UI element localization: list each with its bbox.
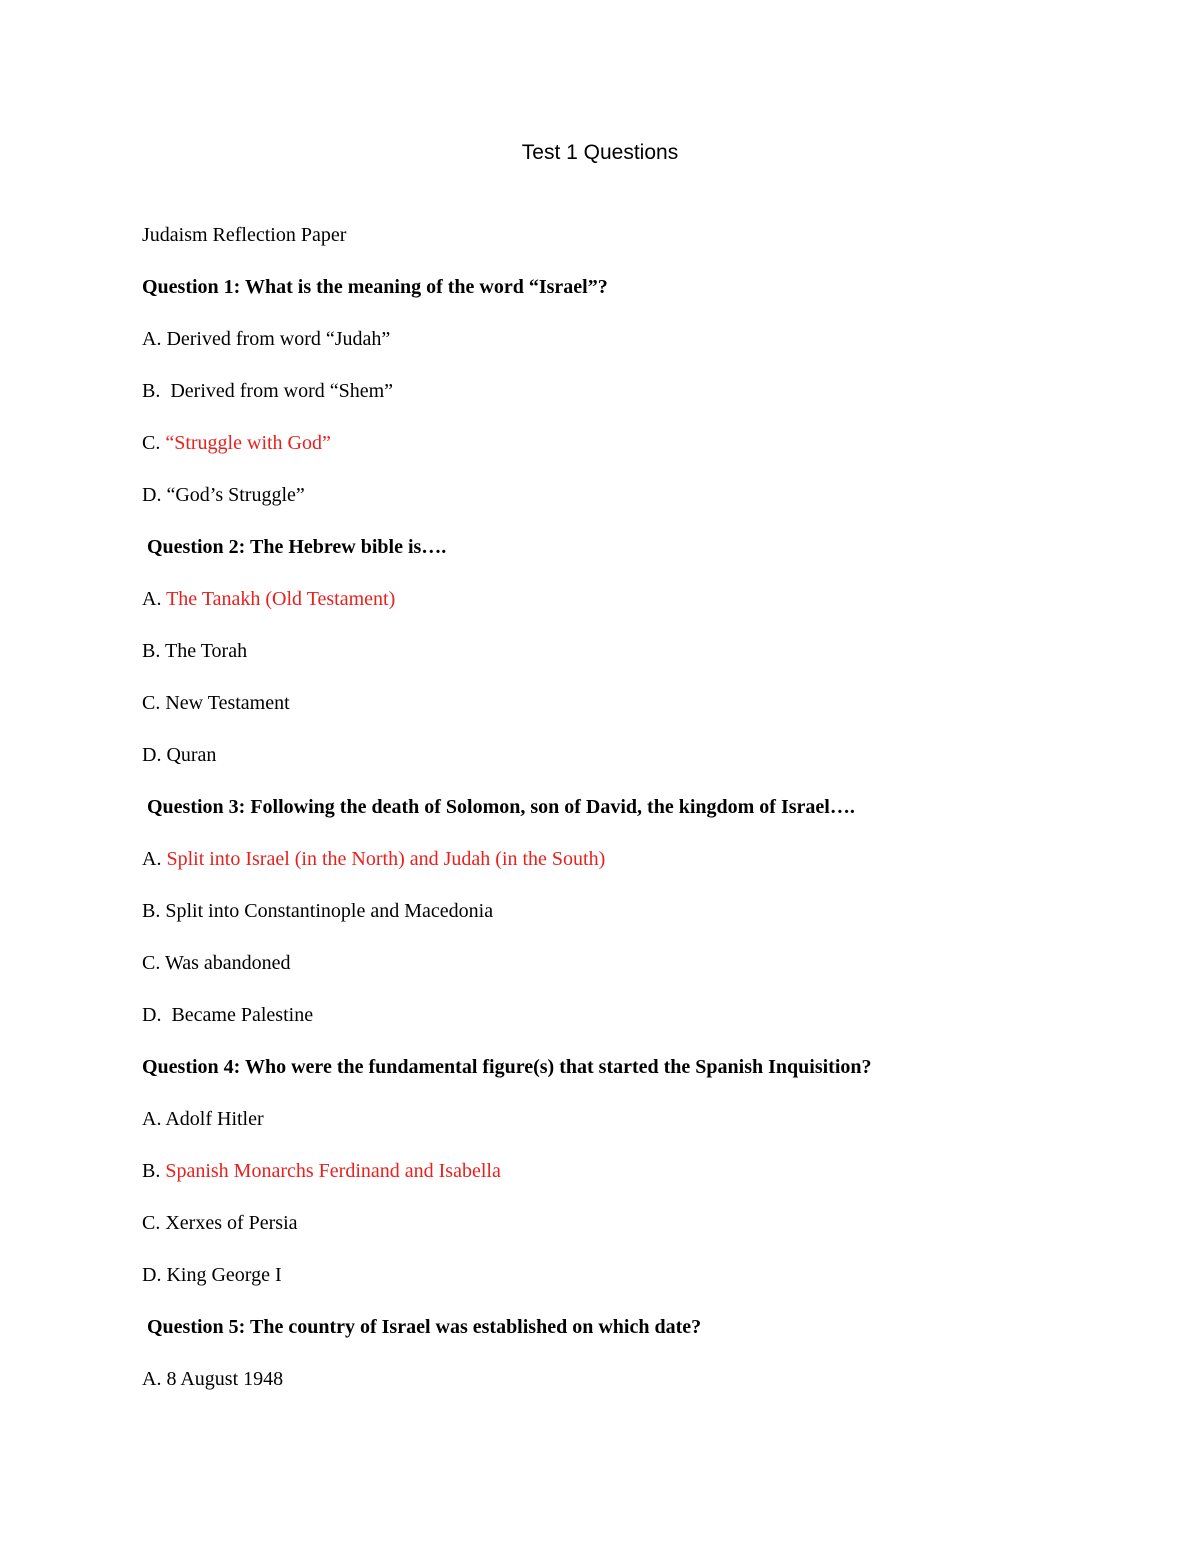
question-3-text: Question 3: Following the death of Solomon, son of David, the kingdom of Israel…. — [142, 796, 855, 818]
option-text: New Testament — [165, 692, 290, 714]
option-letter: C. — [142, 692, 166, 714]
option-letter: B. — [142, 640, 165, 662]
option-letter: C. — [142, 1212, 166, 1234]
correct-answer-text: The Tanakh (Old Testament) — [166, 588, 396, 610]
question-4-option-b — [142, 1158, 501, 1184]
document-subtitle: Judaism Reflection Paper — [142, 224, 347, 246]
option-text: Derived from word “Shem” — [165, 380, 394, 402]
option-letter: D. — [142, 484, 167, 506]
question-3-option-a — [142, 846, 605, 872]
option-text: King George I — [166, 1264, 282, 1286]
question-1-text: Question 1: What is the meaning of the word “Israel”? — [142, 276, 608, 298]
option-text: Became Palestine — [166, 1004, 314, 1026]
question-1-option-c — [142, 430, 331, 456]
option-letter: C. — [142, 432, 166, 454]
option-text: Derived from word “Judah” — [166, 328, 391, 350]
question-2-option-d — [142, 742, 216, 768]
page-title: Test 1 Questions — [521, 141, 679, 164]
correct-answer-text: “Struggle with God” — [165, 432, 331, 454]
question-4-text: Question 4: Who were the fundamental figure(s) that started the Spanish Inquisition? — [142, 1056, 872, 1078]
option-text: Adolf Hitler — [165, 1108, 264, 1130]
question-3-option-c — [142, 950, 291, 976]
question-5-option-a — [142, 1366, 283, 1392]
option-letter: A. — [142, 1108, 166, 1130]
option-text: Was abandoned — [164, 952, 291, 974]
question-1-option-a — [142, 326, 390, 352]
option-text: “God’s Struggle” — [166, 484, 305, 506]
question-2-text: Question 2: The Hebrew bible is…. — [142, 536, 447, 558]
option-letter: C. — [142, 952, 165, 974]
question-5-text: Question 5: The country of Israel was established on which date? — [142, 1316, 702, 1338]
question-4-option-c — [142, 1210, 298, 1236]
question-2-option-c — [142, 690, 290, 716]
option-text: Split into Constantinople and Macedonia — [165, 900, 494, 922]
option-letter: D. — [142, 1004, 167, 1026]
option-letter: B. — [142, 900, 166, 922]
option-letter: A. — [142, 588, 167, 610]
option-letter: A. — [142, 1368, 167, 1390]
option-letter: A. — [142, 848, 167, 870]
question-2-option-a — [142, 586, 395, 612]
question-4-option-a — [142, 1106, 264, 1132]
option-letter: B. — [142, 1160, 166, 1182]
option-letter: D. — [142, 1264, 167, 1286]
option-letter: B. — [142, 380, 166, 402]
question-3-option-d — [142, 1002, 313, 1028]
question-2-option-b — [142, 638, 247, 664]
question-1-option-b — [142, 378, 393, 404]
correct-answer-text: Spanish Monarchs Ferdinand and Isabella — [165, 1160, 501, 1182]
question-4-option-d — [142, 1262, 282, 1288]
option-text: 8 August 1948 — [166, 1368, 284, 1390]
option-text: Quran — [166, 744, 217, 766]
option-text: The Torah — [164, 640, 248, 662]
correct-answer-text: Split into Israel (in the North) and Judah (in the South) — [166, 848, 606, 870]
question-3-option-b — [142, 898, 493, 924]
option-text: Xerxes of Persia — [165, 1212, 298, 1234]
option-letter: D. — [142, 744, 167, 766]
question-1-option-d — [142, 482, 305, 508]
option-letter: A. — [142, 328, 167, 350]
